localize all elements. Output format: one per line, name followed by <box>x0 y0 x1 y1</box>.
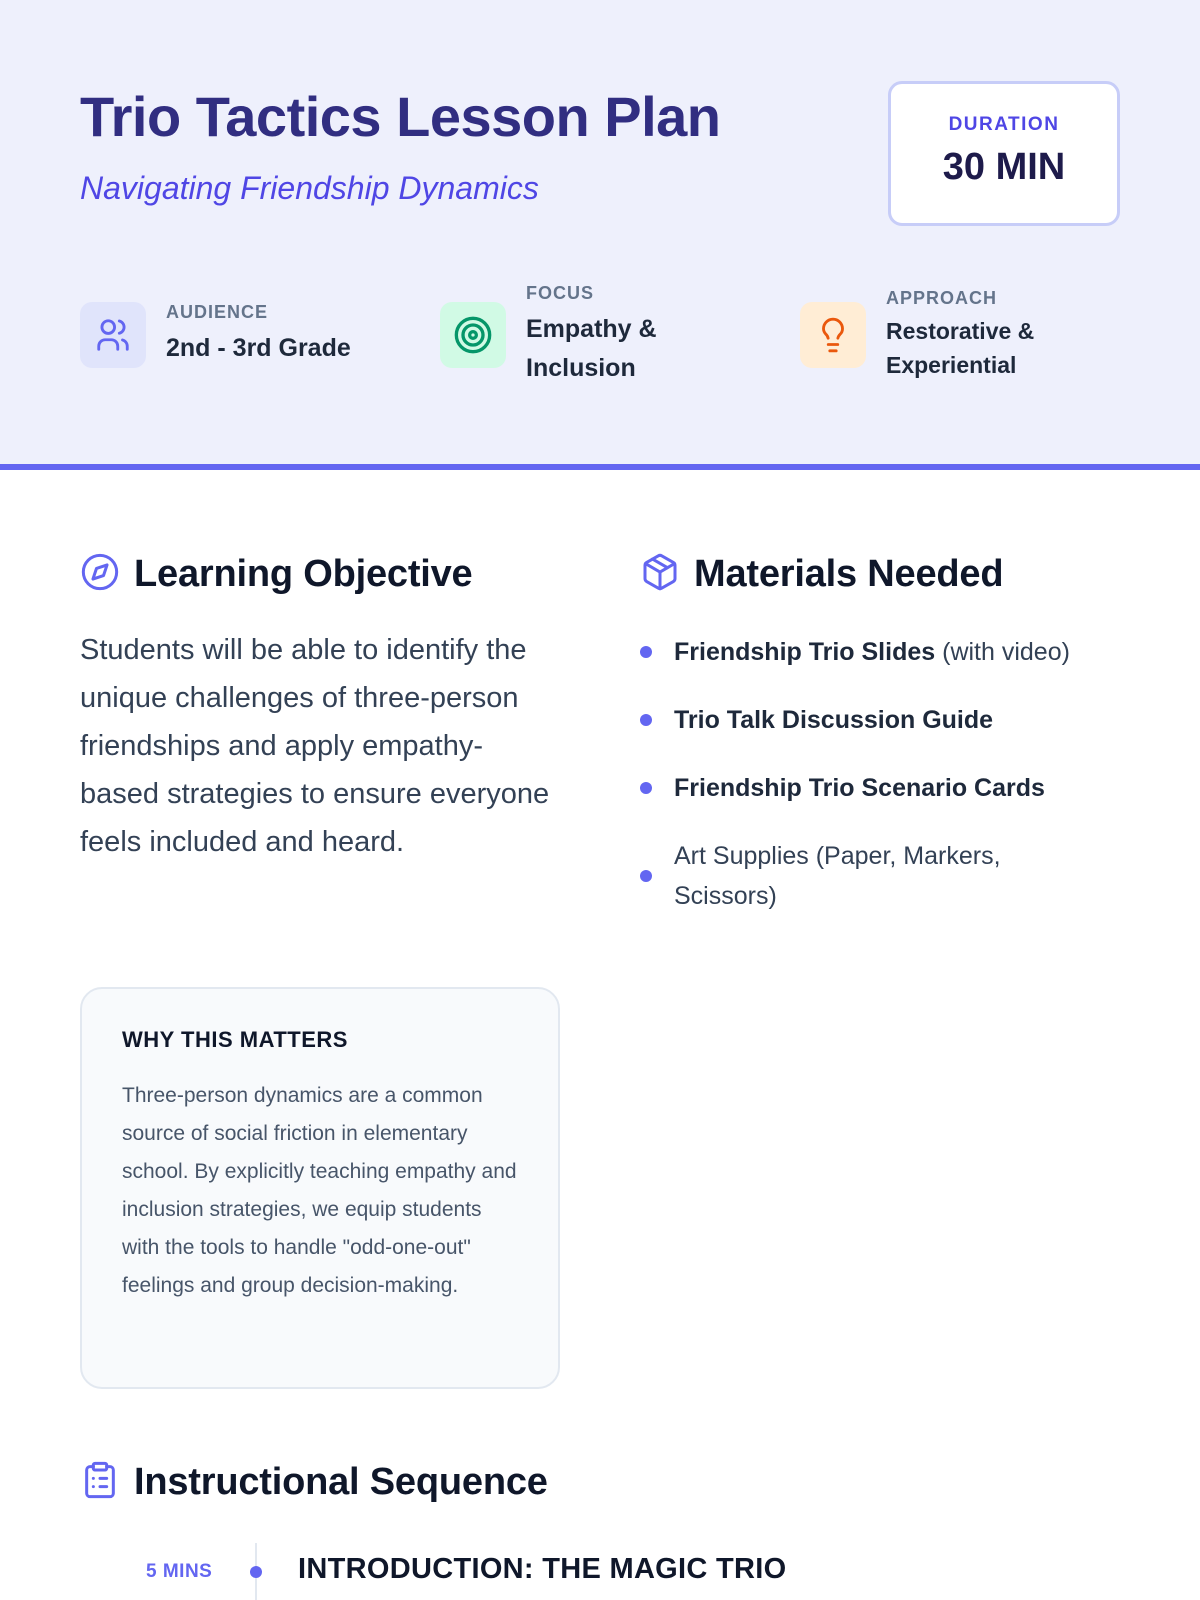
step-duration: 5 MINS <box>146 1561 213 1582</box>
step-title: INTRODUCTION: THE MAGIC TRIO <box>298 1553 787 1585</box>
page-title: Trio Tactics Lesson Plan <box>80 85 721 148</box>
package-icon <box>640 552 680 597</box>
meta-approach-value-line-1: Restorative & <box>886 318 1035 345</box>
material-name: Trio Talk Discussion Guide <box>674 706 994 734</box>
lesson-content <box>0 470 1200 1594</box>
objective-text: Students will be able to identify the unique challenges of three-person friendships and apply empathy-based strategies to ensure everyone feels included and heard. <box>80 634 550 858</box>
meta-focus-value-line-2: Inclusion <box>526 353 636 382</box>
materials-title: Materials Needed <box>694 553 1004 595</box>
duration-label: DURATION <box>948 114 1060 135</box>
meta-approach-value-line-2: Experiential <box>886 351 1017 378</box>
lightbulb-icon <box>800 302 866 368</box>
sequence-title: Instructional Sequence <box>134 1461 548 1503</box>
meta-focus <box>440 280 657 390</box>
sequence-timeline <box>80 1553 1120 1600</box>
objective-title: Learning Objective <box>134 553 473 595</box>
bullet-icon <box>640 870 652 882</box>
material-name: Art Supplies (Paper, Markers, Scissors) <box>674 842 1001 910</box>
objective-heading <box>80 552 473 597</box>
list-item <box>640 700 1120 740</box>
duration-value: 30 MIN <box>942 146 1066 188</box>
bullet-icon <box>640 782 652 794</box>
material-note: (with video) <box>935 638 1070 666</box>
lesson-meta-row <box>80 280 1120 390</box>
meta-approach-label: APPROACH <box>886 288 998 309</box>
target-icon <box>440 302 506 368</box>
duration-card <box>888 81 1120 226</box>
list-item <box>640 768 1120 808</box>
why-this-matters-card <box>80 987 560 1389</box>
why-body: Three-person dynamics are a common source of social friction in elementary school. By explicitly teaching empathy and inclusion strategies, we equip students with the tools to handle "odd-one-out" feelings and group decision-making. <box>122 1084 517 1297</box>
material-name: Friendship Trio Scenario Cards <box>674 774 1045 802</box>
bullet-icon <box>640 646 652 658</box>
meta-audience <box>80 280 351 390</box>
timeline-dot-icon <box>250 1566 262 1578</box>
why-title: WHY THIS MATTERS <box>122 1027 348 1052</box>
list-item <box>640 632 1120 672</box>
lesson-header <box>0 0 1200 470</box>
materials-heading <box>640 552 1003 597</box>
meta-approach <box>800 280 1034 390</box>
bullet-icon <box>640 714 652 726</box>
materials-list <box>640 632 1120 944</box>
users-icon <box>80 302 146 368</box>
material-name: Friendship Trio Slides <box>674 638 936 666</box>
list-item <box>640 836 1120 916</box>
clipboard-list-icon <box>80 1460 120 1505</box>
compass-icon <box>80 552 120 597</box>
meta-audience-value: 2nd - 3rd Grade <box>166 334 351 363</box>
meta-focus-label: FOCUS <box>526 282 594 303</box>
meta-focus-value-line-1: Empathy & <box>526 314 657 343</box>
sequence-heading <box>80 1460 548 1505</box>
page-subtitle: Navigating Friendship Dynamics <box>80 169 539 206</box>
meta-audience-label: AUDIENCE <box>166 302 269 323</box>
